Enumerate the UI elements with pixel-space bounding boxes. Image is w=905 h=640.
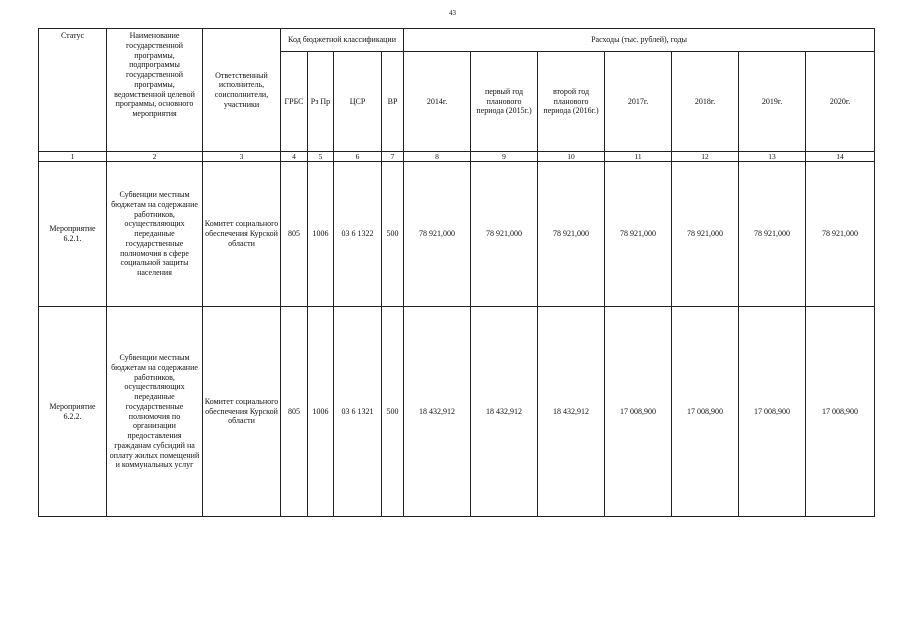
header-expenses: Расходы (тыс. рублей), годы: [404, 29, 875, 52]
row-value-2016: 18 432,912: [538, 307, 605, 517]
row-program-name: Субвенции местным бюджетам на содержание работников, осуществляющих переданные государственные полномочия в сфере социальной защиты населения: [107, 162, 203, 307]
row-value-2018: 17 008,900: [672, 307, 739, 517]
column-number: 6: [334, 152, 382, 162]
header-year-2018: 2018г.: [672, 52, 739, 152]
row-value-2014: 78 921,000: [404, 162, 471, 307]
row-value-2014: 18 432,912: [404, 307, 471, 517]
header-year-2016: второй год планового периода (2016г.): [538, 52, 605, 152]
row-value-2018: 78 921,000: [672, 162, 739, 307]
column-number: 5: [308, 152, 334, 162]
column-number: 9: [471, 152, 538, 162]
row-value-2017: 78 921,000: [605, 162, 672, 307]
row-value-2015: 18 432,912: [471, 307, 538, 517]
row-value-2019: 17 008,900: [739, 307, 806, 517]
budget-table: [38, 28, 875, 517]
column-number: 14: [806, 152, 875, 162]
column-number: 12: [672, 152, 739, 162]
row-value-2020: 78 921,000: [806, 162, 875, 307]
table-row: [39, 307, 875, 517]
column-number: 11: [605, 152, 672, 162]
table-row: [39, 162, 875, 307]
row-responsible: Комитет социального обеспечения Курской области: [203, 307, 281, 517]
row-value-2020: 17 008,900: [806, 307, 875, 517]
header-grbs: ГРБС: [281, 52, 308, 152]
column-number: 1: [39, 152, 107, 162]
header-vr: ВР: [382, 52, 404, 152]
header-status: Статус: [39, 29, 107, 152]
column-number: 7: [382, 152, 404, 162]
header-year-2017: 2017г.: [605, 52, 672, 152]
row-responsible: Комитет социального обеспечения Курской области: [203, 162, 281, 307]
row-value-2015: 78 921,000: [471, 162, 538, 307]
row-value-2019: 78 921,000: [739, 162, 806, 307]
row-status: Мероприятие 6.2.2.: [39, 307, 107, 517]
header-year-2019: 2019г.: [739, 52, 806, 152]
header-responsible: Ответственный исполнитель, соисполнители, участники: [203, 29, 281, 152]
row-vr: 500: [382, 162, 404, 307]
column-number: 2: [107, 152, 203, 162]
row-grbs: 805: [281, 162, 308, 307]
row-vr: 500: [382, 307, 404, 517]
header-rzpr: Рз Пр: [308, 52, 334, 152]
header-year-2014: 2014г.: [404, 52, 471, 152]
page-number: 43: [449, 9, 456, 17]
row-program-name: Субвенции местным бюджетам на содержание работников, осуществляющих переданные государственные полномочия по организации предоставления гражданам субсидий на оплату жилых помещений и коммунальных услуг: [107, 307, 203, 517]
row-csr: 03 6 1322: [334, 162, 382, 307]
column-number: 4: [281, 152, 308, 162]
header-row-top: [39, 29, 875, 52]
column-number: 8: [404, 152, 471, 162]
row-value-2017: 17 008,900: [605, 307, 672, 517]
column-number: 10: [538, 152, 605, 162]
row-csr: 03 6 1321: [334, 307, 382, 517]
header-budget-code: Код бюджетной классификации: [281, 29, 404, 52]
row-grbs: 805: [281, 307, 308, 517]
row-value-2016: 78 921,000: [538, 162, 605, 307]
header-year-2015: первый год планового периода (2015г.): [471, 52, 538, 152]
column-number-row: [39, 152, 875, 162]
row-status: Мероприятие 6.2.1.: [39, 162, 107, 307]
column-number: 3: [203, 152, 281, 162]
header-program-name: Наименование государственной программы, подпрограммы государственной программы, ведомственной целевой программы, основного мероприятия: [107, 29, 203, 152]
header-year-2020: 2020г.: [806, 52, 875, 152]
row-rzpr: 1006: [308, 307, 334, 517]
column-number: 13: [739, 152, 806, 162]
header-csr: ЦСР: [334, 52, 382, 152]
row-rzpr: 1006: [308, 162, 334, 307]
